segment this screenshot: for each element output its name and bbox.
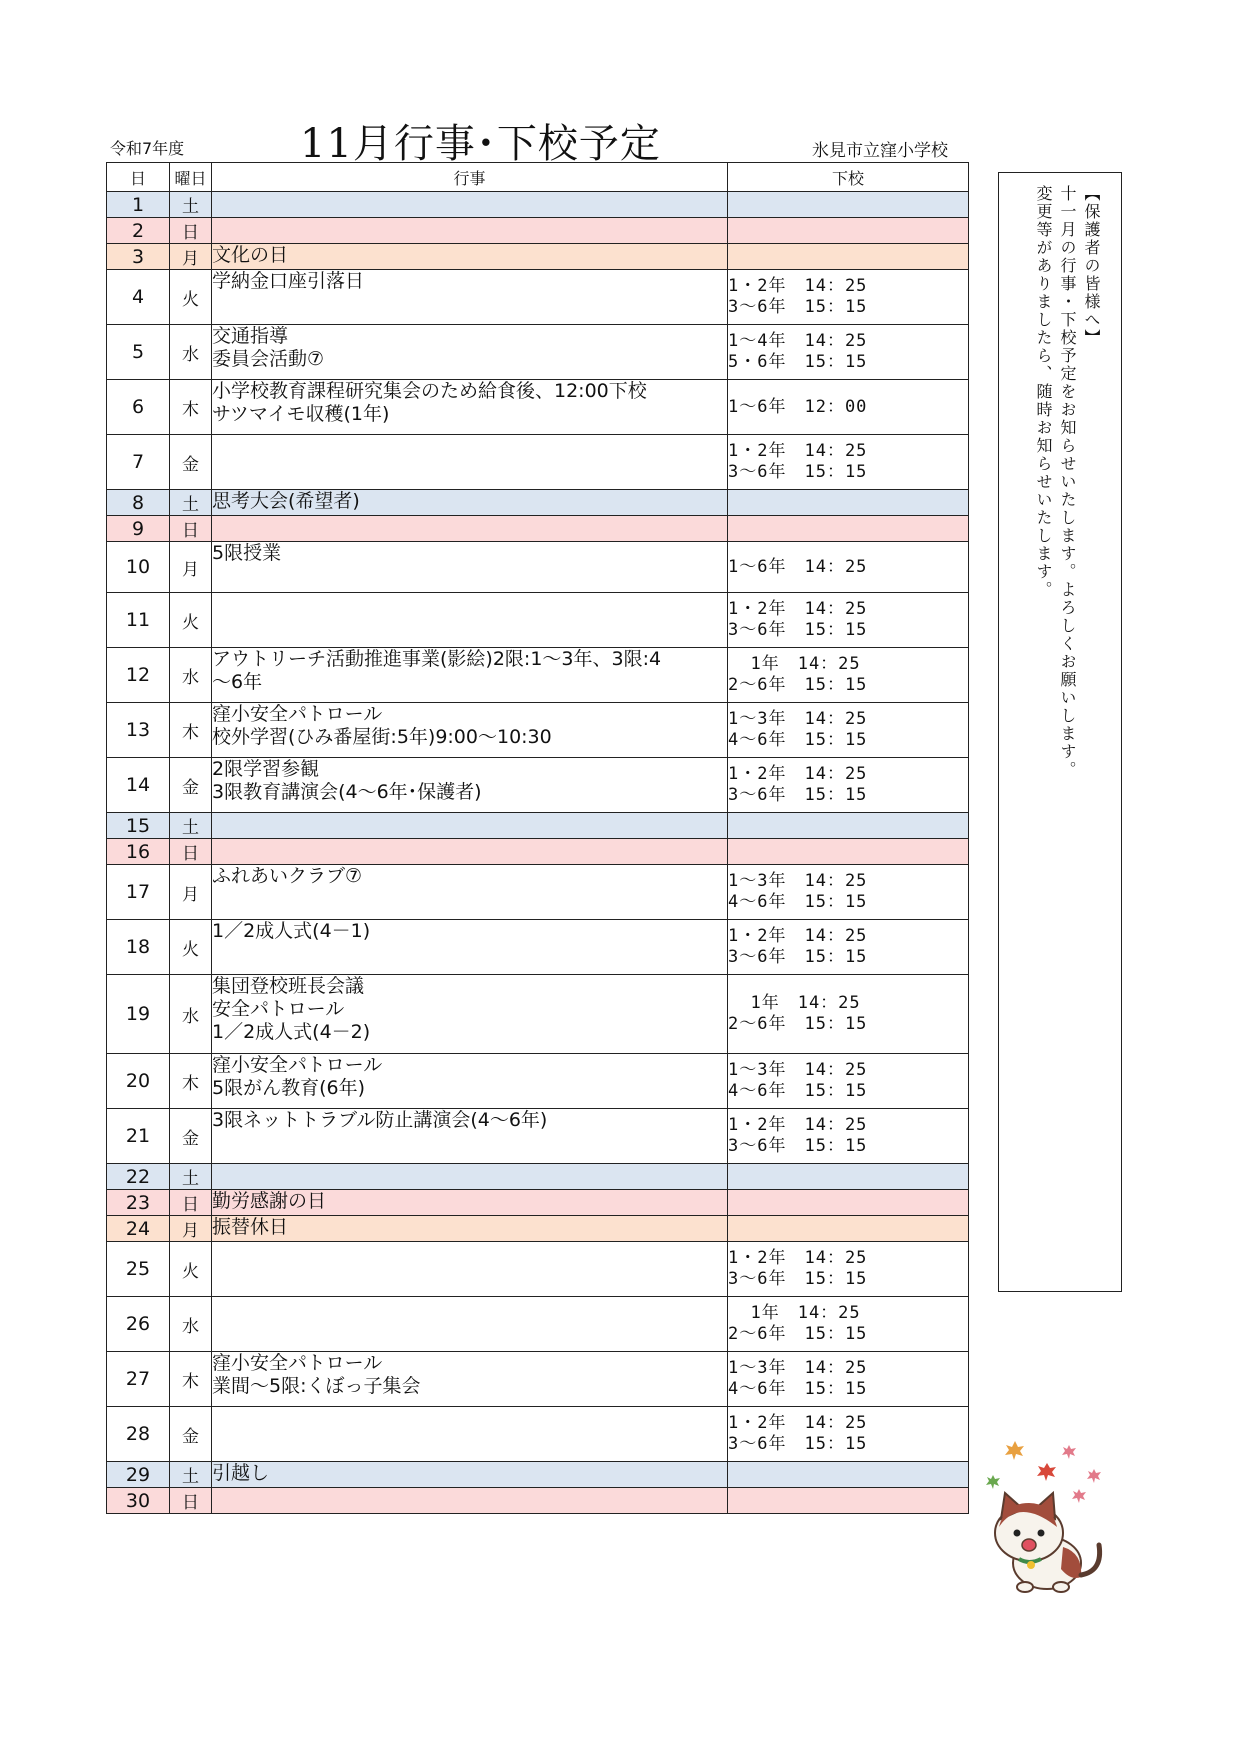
table-row xyxy=(107,1462,969,1488)
weekday-cell: 土 xyxy=(170,490,212,516)
dismissal-cell xyxy=(728,490,969,516)
day-cell: 8 xyxy=(107,490,170,516)
day-cell: 3 xyxy=(107,244,170,270)
weekday-cell: 月 xyxy=(170,865,212,920)
table-row xyxy=(107,920,969,975)
events-cell xyxy=(212,1297,728,1352)
day-cell: 17 xyxy=(107,865,170,920)
day-cell: 26 xyxy=(107,1297,170,1352)
day-cell: 11 xyxy=(107,593,170,648)
events-cell xyxy=(212,435,728,490)
weekday-cell: 火 xyxy=(170,920,212,975)
events-cell: 5限授業 xyxy=(212,542,728,593)
day-cell: 25 xyxy=(107,1242,170,1297)
dismissal-cell xyxy=(728,244,969,270)
weekday-cell: 月 xyxy=(170,244,212,270)
events-cell xyxy=(212,593,728,648)
day-cell: 10 xyxy=(107,542,170,593)
events-cell: 窪小安全パトロール 5限がん教育(6年) xyxy=(212,1054,728,1109)
table-row xyxy=(107,703,969,758)
table-row xyxy=(107,380,969,435)
weekday-cell: 土 xyxy=(170,1462,212,1488)
dismissal-cell: 1・2年 14：25 3～6年 15：15 xyxy=(728,758,969,813)
cat-icon xyxy=(995,1493,1100,1592)
weekday-cell: 日 xyxy=(170,218,212,244)
events-cell xyxy=(212,1407,728,1462)
dismissal-cell: 1・2年 14：25 3～6年 15：15 xyxy=(728,593,969,648)
events-cell: 小学校教育課程研究集会のため給食後、12:00下校 サツマイモ収穫(1年) xyxy=(212,380,728,435)
dismissal-cell: 1・2年 14：25 3～6年 15：15 xyxy=(728,920,969,975)
weekday-cell: 水 xyxy=(170,975,212,1054)
maple-leaf-icon xyxy=(986,1441,1101,1503)
table-row xyxy=(107,865,969,920)
dismissal-cell xyxy=(728,1488,969,1514)
table-row xyxy=(107,975,969,1054)
events-cell xyxy=(212,516,728,542)
day-cell: 7 xyxy=(107,435,170,490)
weekday-cell: 水 xyxy=(170,1297,212,1352)
day-cell: 29 xyxy=(107,1462,170,1488)
weekday-cell: 水 xyxy=(170,648,212,703)
table-header-row xyxy=(107,163,969,192)
day-cell: 19 xyxy=(107,975,170,1054)
dismissal-cell: 1～4年 14：25 5・6年 15：15 xyxy=(728,325,969,380)
notice-line: 十一月の行事・下校予定をお知らせいたします。よろしくお願いします。 xyxy=(1058,185,1077,779)
cat-with-autumn-leaves-icon xyxy=(985,1435,1135,1595)
day-cell: 18 xyxy=(107,920,170,975)
day-cell: 23 xyxy=(107,1190,170,1216)
day-cell: 13 xyxy=(107,703,170,758)
header-dismissal: 下校 xyxy=(728,163,969,192)
header-weekday: 曜日 xyxy=(170,163,212,192)
table-row xyxy=(107,1164,969,1190)
dismissal-cell xyxy=(728,813,969,839)
day-cell: 12 xyxy=(107,648,170,703)
events-cell: 引越し xyxy=(212,1462,728,1488)
events-cell xyxy=(212,218,728,244)
events-cell xyxy=(212,839,728,865)
weekday-cell: 金 xyxy=(170,758,212,813)
events-cell xyxy=(212,1164,728,1190)
table-row xyxy=(107,1054,969,1109)
page-title: 11月行事･下校予定 xyxy=(300,121,661,167)
dismissal-cell: 1・2年 14：25 3～6年 15：15 xyxy=(728,1109,969,1164)
dismissal-cell xyxy=(728,839,969,865)
table-row xyxy=(107,516,969,542)
table-row xyxy=(107,1242,969,1297)
table-row xyxy=(107,1488,969,1514)
table-row xyxy=(107,1407,969,1462)
weekday-cell: 日 xyxy=(170,839,212,865)
events-cell: 勤労感謝の日 xyxy=(212,1190,728,1216)
dismissal-cell xyxy=(728,1164,969,1190)
events-cell xyxy=(212,1488,728,1514)
weekday-cell: 日 xyxy=(170,1190,212,1216)
weekday-cell: 木 xyxy=(170,1352,212,1407)
events-cell: 集団登校班長会議 安全パトロール 1／2成人式(4－2) xyxy=(212,975,728,1054)
events-cell: 学納金口座引落日 xyxy=(212,270,728,325)
table-row xyxy=(107,648,969,703)
day-cell: 15 xyxy=(107,813,170,839)
dismissal-cell xyxy=(728,1216,969,1242)
events-cell: 窪小安全パトロール 業間～5限:くぼっ子集会 xyxy=(212,1352,728,1407)
day-cell: 21 xyxy=(107,1109,170,1164)
events-cell: ふれあいクラブ⑦ xyxy=(212,865,728,920)
day-cell: 28 xyxy=(107,1407,170,1462)
events-cell: 3限ネットトラブル防止講演会(4～6年) xyxy=(212,1109,728,1164)
events-cell xyxy=(212,813,728,839)
table-row xyxy=(107,1109,969,1164)
weekday-cell: 金 xyxy=(170,1109,212,1164)
weekday-cell: 火 xyxy=(170,593,212,648)
header-day: 日 xyxy=(107,163,170,192)
table-row xyxy=(107,325,969,380)
table-row xyxy=(107,270,969,325)
weekday-cell: 土 xyxy=(170,192,212,218)
fiscal-year: 令和7年度 xyxy=(110,139,185,158)
dismissal-cell xyxy=(728,192,969,218)
events-cell: 1／2成人式(4－1) xyxy=(212,920,728,975)
day-cell: 14 xyxy=(107,758,170,813)
schedule-table xyxy=(106,162,969,1514)
weekday-cell: 火 xyxy=(170,270,212,325)
day-cell: 22 xyxy=(107,1164,170,1190)
day-cell: 2 xyxy=(107,218,170,244)
events-cell: 文化の日 xyxy=(212,244,728,270)
table-row xyxy=(107,244,969,270)
day-cell: 24 xyxy=(107,1216,170,1242)
weekday-cell: 日 xyxy=(170,1488,212,1514)
header-events: 行事 xyxy=(212,163,728,192)
day-cell: 5 xyxy=(107,325,170,380)
table-row xyxy=(107,593,969,648)
table-row xyxy=(107,542,969,593)
dismissal-cell xyxy=(728,218,969,244)
table-row xyxy=(107,839,969,865)
dismissal-cell: 1～3年 14：25 4～6年 15：15 xyxy=(728,865,969,920)
weekday-cell: 金 xyxy=(170,435,212,490)
dismissal-cell: 1年 14：25 2～6年 15：15 xyxy=(728,1297,969,1352)
dismissal-cell: 1年 14：25 2～6年 15：15 xyxy=(728,648,969,703)
table-row xyxy=(107,218,969,244)
table-row xyxy=(107,192,969,218)
school-name: 氷見市立窪小学校 xyxy=(812,141,948,161)
dismissal-cell xyxy=(728,516,969,542)
dismissal-cell: 1・2年 14：25 3～6年 15：15 xyxy=(728,270,969,325)
day-cell: 9 xyxy=(107,516,170,542)
dismissal-cell: 1・2年 14：25 3～6年 15：15 xyxy=(728,435,969,490)
events-cell: 窪小安全パトロール 校外学習(ひみ番屋街:5年)9:00～10:30 xyxy=(212,703,728,758)
day-cell: 4 xyxy=(107,270,170,325)
weekday-cell: 土 xyxy=(170,1164,212,1190)
weekday-cell: 水 xyxy=(170,325,212,380)
events-cell: 交通指導 委員会活動⑦ xyxy=(212,325,728,380)
notice-line: 変更等がありましたら、随時お知らせいたします。 xyxy=(1034,185,1053,599)
dismissal-cell: 1年 14：25 2～6年 15：15 xyxy=(728,975,969,1054)
day-cell: 1 xyxy=(107,192,170,218)
dismissal-cell xyxy=(728,1462,969,1488)
table-row xyxy=(107,1216,969,1242)
events-cell: 2限学習参観 3限教育講演会(4～6年･保護者) xyxy=(212,758,728,813)
day-cell: 27 xyxy=(107,1352,170,1407)
table-row xyxy=(107,490,969,516)
notice-box xyxy=(998,172,1122,1292)
weekday-cell: 月 xyxy=(170,1216,212,1242)
dismissal-cell xyxy=(728,1190,969,1216)
table-row xyxy=(107,1190,969,1216)
table-row xyxy=(107,435,969,490)
table-row xyxy=(107,758,969,813)
weekday-cell: 木 xyxy=(170,703,212,758)
dismissal-cell: 1・2年 14：25 3～6年 15：15 xyxy=(728,1242,969,1297)
events-cell xyxy=(212,1242,728,1297)
day-cell: 20 xyxy=(107,1054,170,1109)
events-cell: アウトリーチ活動推進事業(影絵)2限:1～3年、3限:4 ～6年 xyxy=(212,648,728,703)
events-cell: 振替休日 xyxy=(212,1216,728,1242)
notice-heading: 【保護者の皆様へ】 xyxy=(1082,185,1101,347)
table-row xyxy=(107,1297,969,1352)
weekday-cell: 日 xyxy=(170,516,212,542)
events-cell xyxy=(212,192,728,218)
dismissal-cell: 1・2年 14：25 3～6年 15：15 xyxy=(728,1407,969,1462)
table-row xyxy=(107,1352,969,1407)
table-row xyxy=(107,813,969,839)
weekday-cell: 木 xyxy=(170,1054,212,1109)
weekday-cell: 火 xyxy=(170,1242,212,1297)
weekday-cell: 木 xyxy=(170,380,212,435)
dismissal-cell: 1～3年 14：25 4～6年 15：15 xyxy=(728,703,969,758)
dismissal-cell: 1～3年 14：25 4～6年 15：15 xyxy=(728,1352,969,1407)
dismissal-cell: 1～3年 14：25 4～6年 15：15 xyxy=(728,1054,969,1109)
dismissal-cell: 1～6年 12：00 xyxy=(728,380,969,435)
weekday-cell: 金 xyxy=(170,1407,212,1462)
dismissal-cell: 1～6年 14：25 xyxy=(728,542,969,593)
day-cell: 30 xyxy=(107,1488,170,1514)
weekday-cell: 月 xyxy=(170,542,212,593)
day-cell: 6 xyxy=(107,380,170,435)
day-cell: 16 xyxy=(107,839,170,865)
events-cell: 思考大会(希望者) xyxy=(212,490,728,516)
weekday-cell: 土 xyxy=(170,813,212,839)
